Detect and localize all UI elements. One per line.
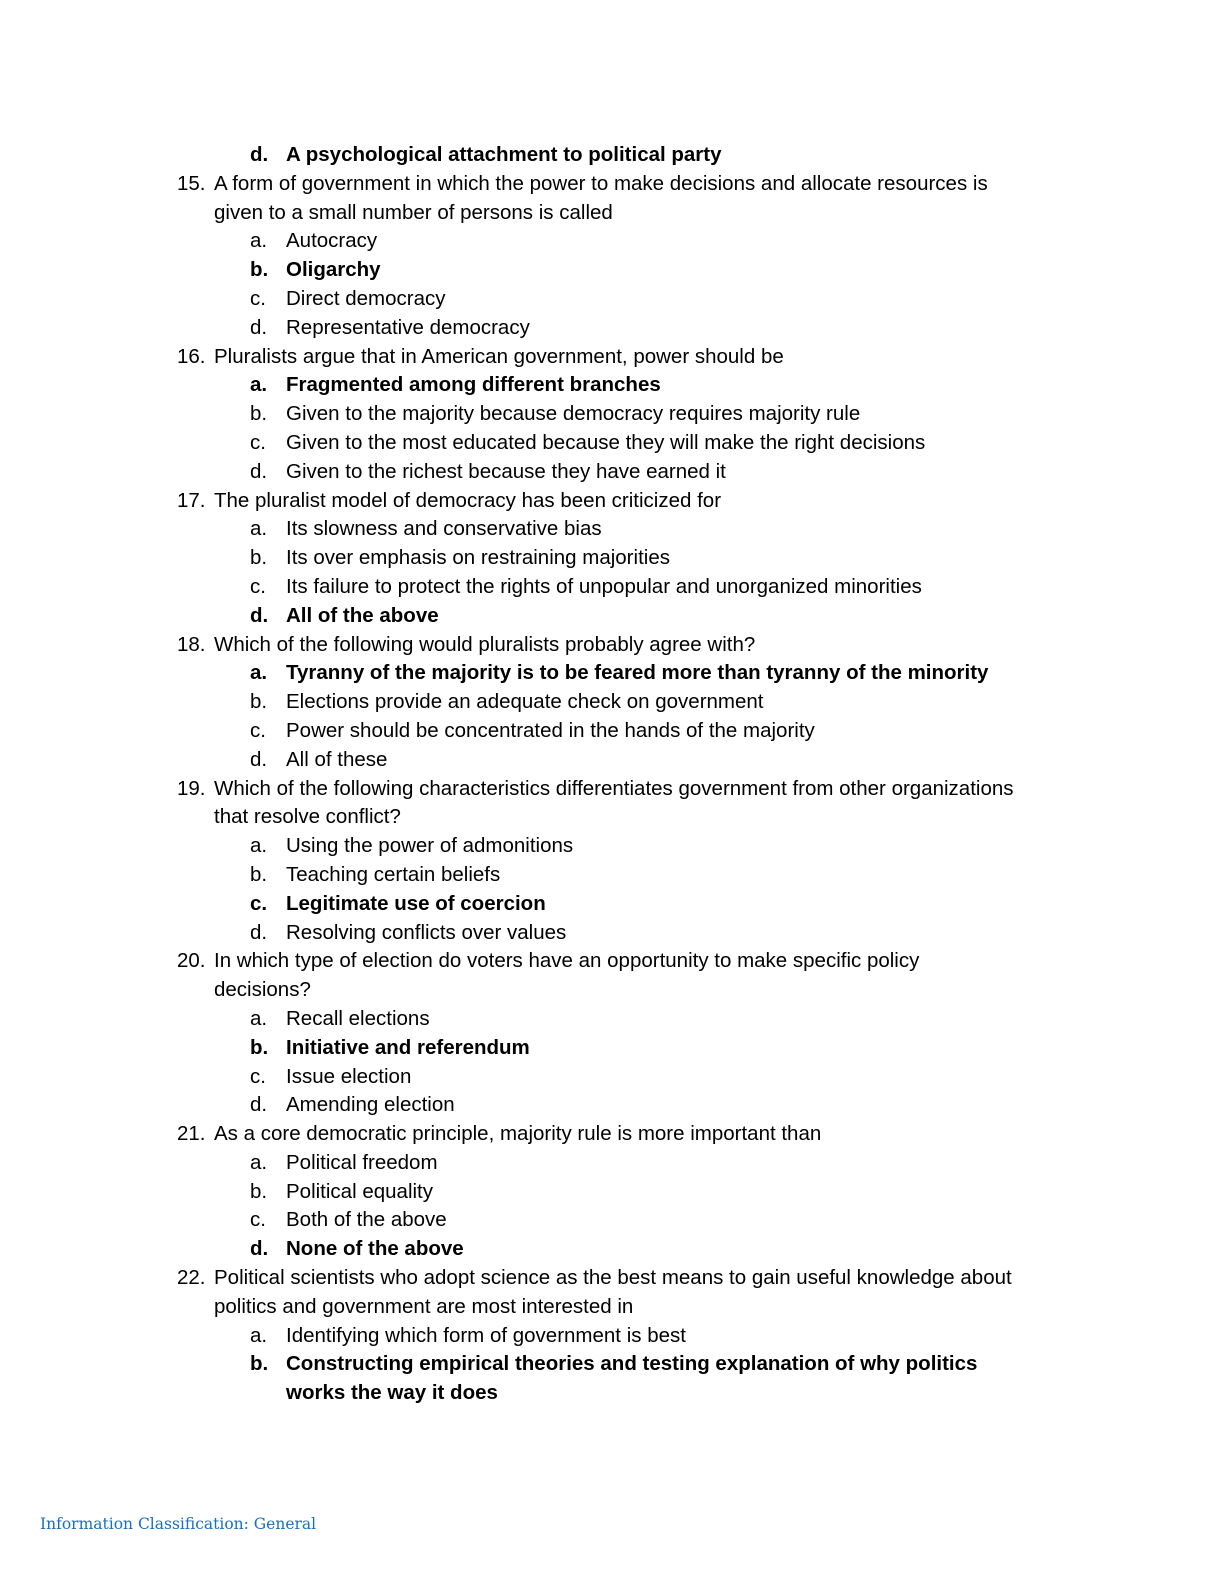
option-letter: c. bbox=[250, 1208, 266, 1232]
answer-option-correct bbox=[0, 1034, 1224, 1063]
option-text: Power should be concentrated in the hands of the majority bbox=[286, 718, 815, 742]
question-text: politics and government are most interested in bbox=[214, 1294, 634, 1318]
question-line bbox=[0, 947, 1224, 976]
question-number: 21. bbox=[177, 1122, 206, 1146]
option-letter: c. bbox=[250, 1064, 266, 1088]
option-letter: d. bbox=[250, 920, 268, 944]
question-line bbox=[0, 343, 1224, 372]
option-text: Political freedom bbox=[286, 1150, 438, 1174]
question-line-continued bbox=[0, 1293, 1224, 1322]
answer-option bbox=[0, 400, 1224, 429]
option-letter: a. bbox=[250, 661, 268, 685]
question-line bbox=[0, 775, 1224, 804]
answer-option bbox=[0, 832, 1224, 861]
answer-option-correct bbox=[0, 256, 1224, 285]
question-text: Pluralists argue that in American government, power should be bbox=[214, 344, 784, 368]
option-letter: a. bbox=[250, 229, 268, 253]
option-text: Recall elections bbox=[286, 1006, 430, 1030]
question-text: A form of government in which the power to make decisions and allocate resources is bbox=[214, 171, 988, 195]
answer-option bbox=[0, 746, 1224, 775]
answer-option bbox=[0, 861, 1224, 890]
answer-option bbox=[0, 1149, 1224, 1178]
option-text: Autocracy bbox=[286, 229, 378, 253]
answer-option-correct bbox=[0, 659, 1224, 688]
question-line bbox=[0, 1264, 1224, 1293]
option-letter: c. bbox=[250, 430, 266, 454]
option-text: Political equality bbox=[286, 1179, 433, 1203]
option-text: Given to the majority because democracy requires majority rule bbox=[286, 402, 861, 426]
option-text: Elections provide an adequate check on government bbox=[286, 690, 764, 714]
answer-option bbox=[0, 227, 1224, 256]
question-number: 20. bbox=[177, 949, 206, 973]
question-text: Which of the following would pluralists probably agree with? bbox=[214, 632, 756, 656]
option-text: Given to the richest because they have earned it bbox=[286, 459, 726, 483]
question-text: The pluralist model of democracy has been criticized for bbox=[214, 488, 722, 512]
option-text: Teaching certain beliefs bbox=[286, 862, 501, 886]
option-text: All of these bbox=[286, 747, 388, 771]
option-text: All of the above bbox=[286, 603, 439, 627]
answer-option bbox=[0, 717, 1224, 746]
option-text: Resolving conflicts over values bbox=[286, 920, 567, 944]
option-letter: b. bbox=[250, 1352, 269, 1376]
answer-option bbox=[0, 1206, 1224, 1235]
option-text: Direct democracy bbox=[286, 286, 446, 310]
question-text: As a core democratic principle, majority rule is more important than bbox=[214, 1122, 822, 1146]
answer-option bbox=[0, 1178, 1224, 1207]
option-text: Its failure to protect the rights of unpopular and unorganized minorities bbox=[286, 574, 922, 598]
option-text: Identifying which form of government is best bbox=[286, 1323, 686, 1347]
option-text: Given to the most educated because they will make the right decisions bbox=[286, 430, 926, 454]
answer-option-correct bbox=[0, 1235, 1224, 1264]
option-letter: a. bbox=[250, 517, 268, 541]
question-number: 16. bbox=[177, 344, 206, 368]
option-text: Constructing empirical theories and testing explanation of why politics bbox=[286, 1352, 978, 1376]
option-letter: d. bbox=[250, 315, 268, 339]
answer-option bbox=[0, 1063, 1224, 1092]
answer-option bbox=[0, 429, 1224, 458]
question-text: decisions? bbox=[214, 978, 311, 1002]
question-line-continued bbox=[0, 803, 1224, 832]
answer-option-correct bbox=[0, 1350, 1224, 1379]
answer-option bbox=[0, 314, 1224, 343]
question-line-continued bbox=[0, 199, 1224, 228]
option-letter: a. bbox=[250, 1150, 268, 1174]
option-letter: d. bbox=[250, 459, 268, 483]
answer-option bbox=[0, 1091, 1224, 1120]
option-letter: b. bbox=[250, 1179, 268, 1203]
option-text: A psychological attachment to political party bbox=[286, 143, 722, 166]
question-text: In which type of election do voters have an opportunity to make specific policy bbox=[214, 949, 920, 973]
question-number: 17. bbox=[177, 488, 206, 512]
option-text: None of the above bbox=[286, 1237, 464, 1261]
question-line bbox=[0, 631, 1224, 660]
option-letter: a. bbox=[250, 373, 268, 397]
option-text: Fragmented among different branches bbox=[286, 373, 661, 397]
question-text: Which of the following characteristics differentiates government from other organizations bbox=[214, 776, 1014, 800]
option-letter: b. bbox=[250, 1035, 269, 1059]
option-text: Oligarchy bbox=[286, 258, 381, 282]
question-line bbox=[0, 1120, 1224, 1149]
information-classification-footer: Information Classification: General bbox=[40, 1515, 317, 1533]
question-number: 22. bbox=[177, 1266, 206, 1290]
option-letter: b. bbox=[250, 690, 268, 714]
question-number: 18. bbox=[177, 632, 206, 656]
option-text: Issue election bbox=[286, 1064, 412, 1088]
option-letter: d. bbox=[250, 747, 268, 771]
answer-option bbox=[0, 1322, 1224, 1351]
option-text: Tyranny of the majority is to be feared more than tyranny of the minority bbox=[286, 661, 989, 685]
question-number: 19. bbox=[177, 776, 206, 800]
question-text: Political scientists who adopt science as the best means to gain useful knowledge about bbox=[214, 1266, 1012, 1290]
option-letter: d. bbox=[250, 603, 269, 627]
option-letter: a. bbox=[250, 1006, 268, 1030]
answer-option bbox=[0, 285, 1224, 314]
option-text: Using the power of admonitions bbox=[286, 834, 574, 858]
question-line bbox=[0, 170, 1224, 199]
option-text: Representative democracy bbox=[286, 315, 530, 339]
answer-option bbox=[0, 1005, 1224, 1034]
option-letter: b. bbox=[250, 862, 268, 886]
answer-option bbox=[0, 515, 1224, 544]
option-letter: a. bbox=[250, 1323, 268, 1347]
answer-option-correct bbox=[0, 141, 1224, 170]
answer-option-correct bbox=[0, 371, 1224, 400]
option-letter: d. bbox=[250, 1237, 269, 1261]
option-letter: c. bbox=[250, 718, 266, 742]
option-text: Amending election bbox=[286, 1093, 455, 1117]
question-text: that resolve conflict? bbox=[214, 805, 401, 829]
answer-option bbox=[0, 458, 1224, 487]
question-text: given to a small number of persons is called bbox=[214, 200, 613, 224]
answer-option-correct bbox=[0, 602, 1224, 631]
option-letter: d. bbox=[250, 1093, 268, 1117]
question-line bbox=[0, 487, 1224, 516]
option-letter: d. bbox=[250, 143, 269, 166]
answer-option bbox=[0, 688, 1224, 717]
option-text: Its over emphasis on restraining majorities bbox=[286, 546, 670, 570]
quiz-content bbox=[0, 141, 1224, 1408]
option-letter: c. bbox=[250, 286, 266, 310]
option-letter: b. bbox=[250, 258, 269, 282]
answer-option-correct bbox=[0, 890, 1224, 919]
option-text: Legitimate use of coercion bbox=[286, 891, 546, 915]
option-letter: b. bbox=[250, 546, 268, 570]
answer-option bbox=[0, 919, 1224, 948]
answer-option bbox=[0, 544, 1224, 573]
answer-option bbox=[0, 573, 1224, 602]
question-number: 15. bbox=[177, 171, 206, 195]
answer-option-continued bbox=[0, 1379, 1224, 1408]
option-letter: c. bbox=[250, 891, 268, 915]
option-text: Both of the above bbox=[286, 1208, 447, 1232]
option-letter: a. bbox=[250, 834, 268, 858]
question-line-continued bbox=[0, 976, 1224, 1005]
option-text: Its slowness and conservative bias bbox=[286, 517, 602, 541]
option-letter: b. bbox=[250, 402, 268, 426]
option-text: Initiative and referendum bbox=[286, 1035, 530, 1059]
option-text: works the way it does bbox=[286, 1381, 498, 1405]
option-letter: c. bbox=[250, 574, 266, 598]
